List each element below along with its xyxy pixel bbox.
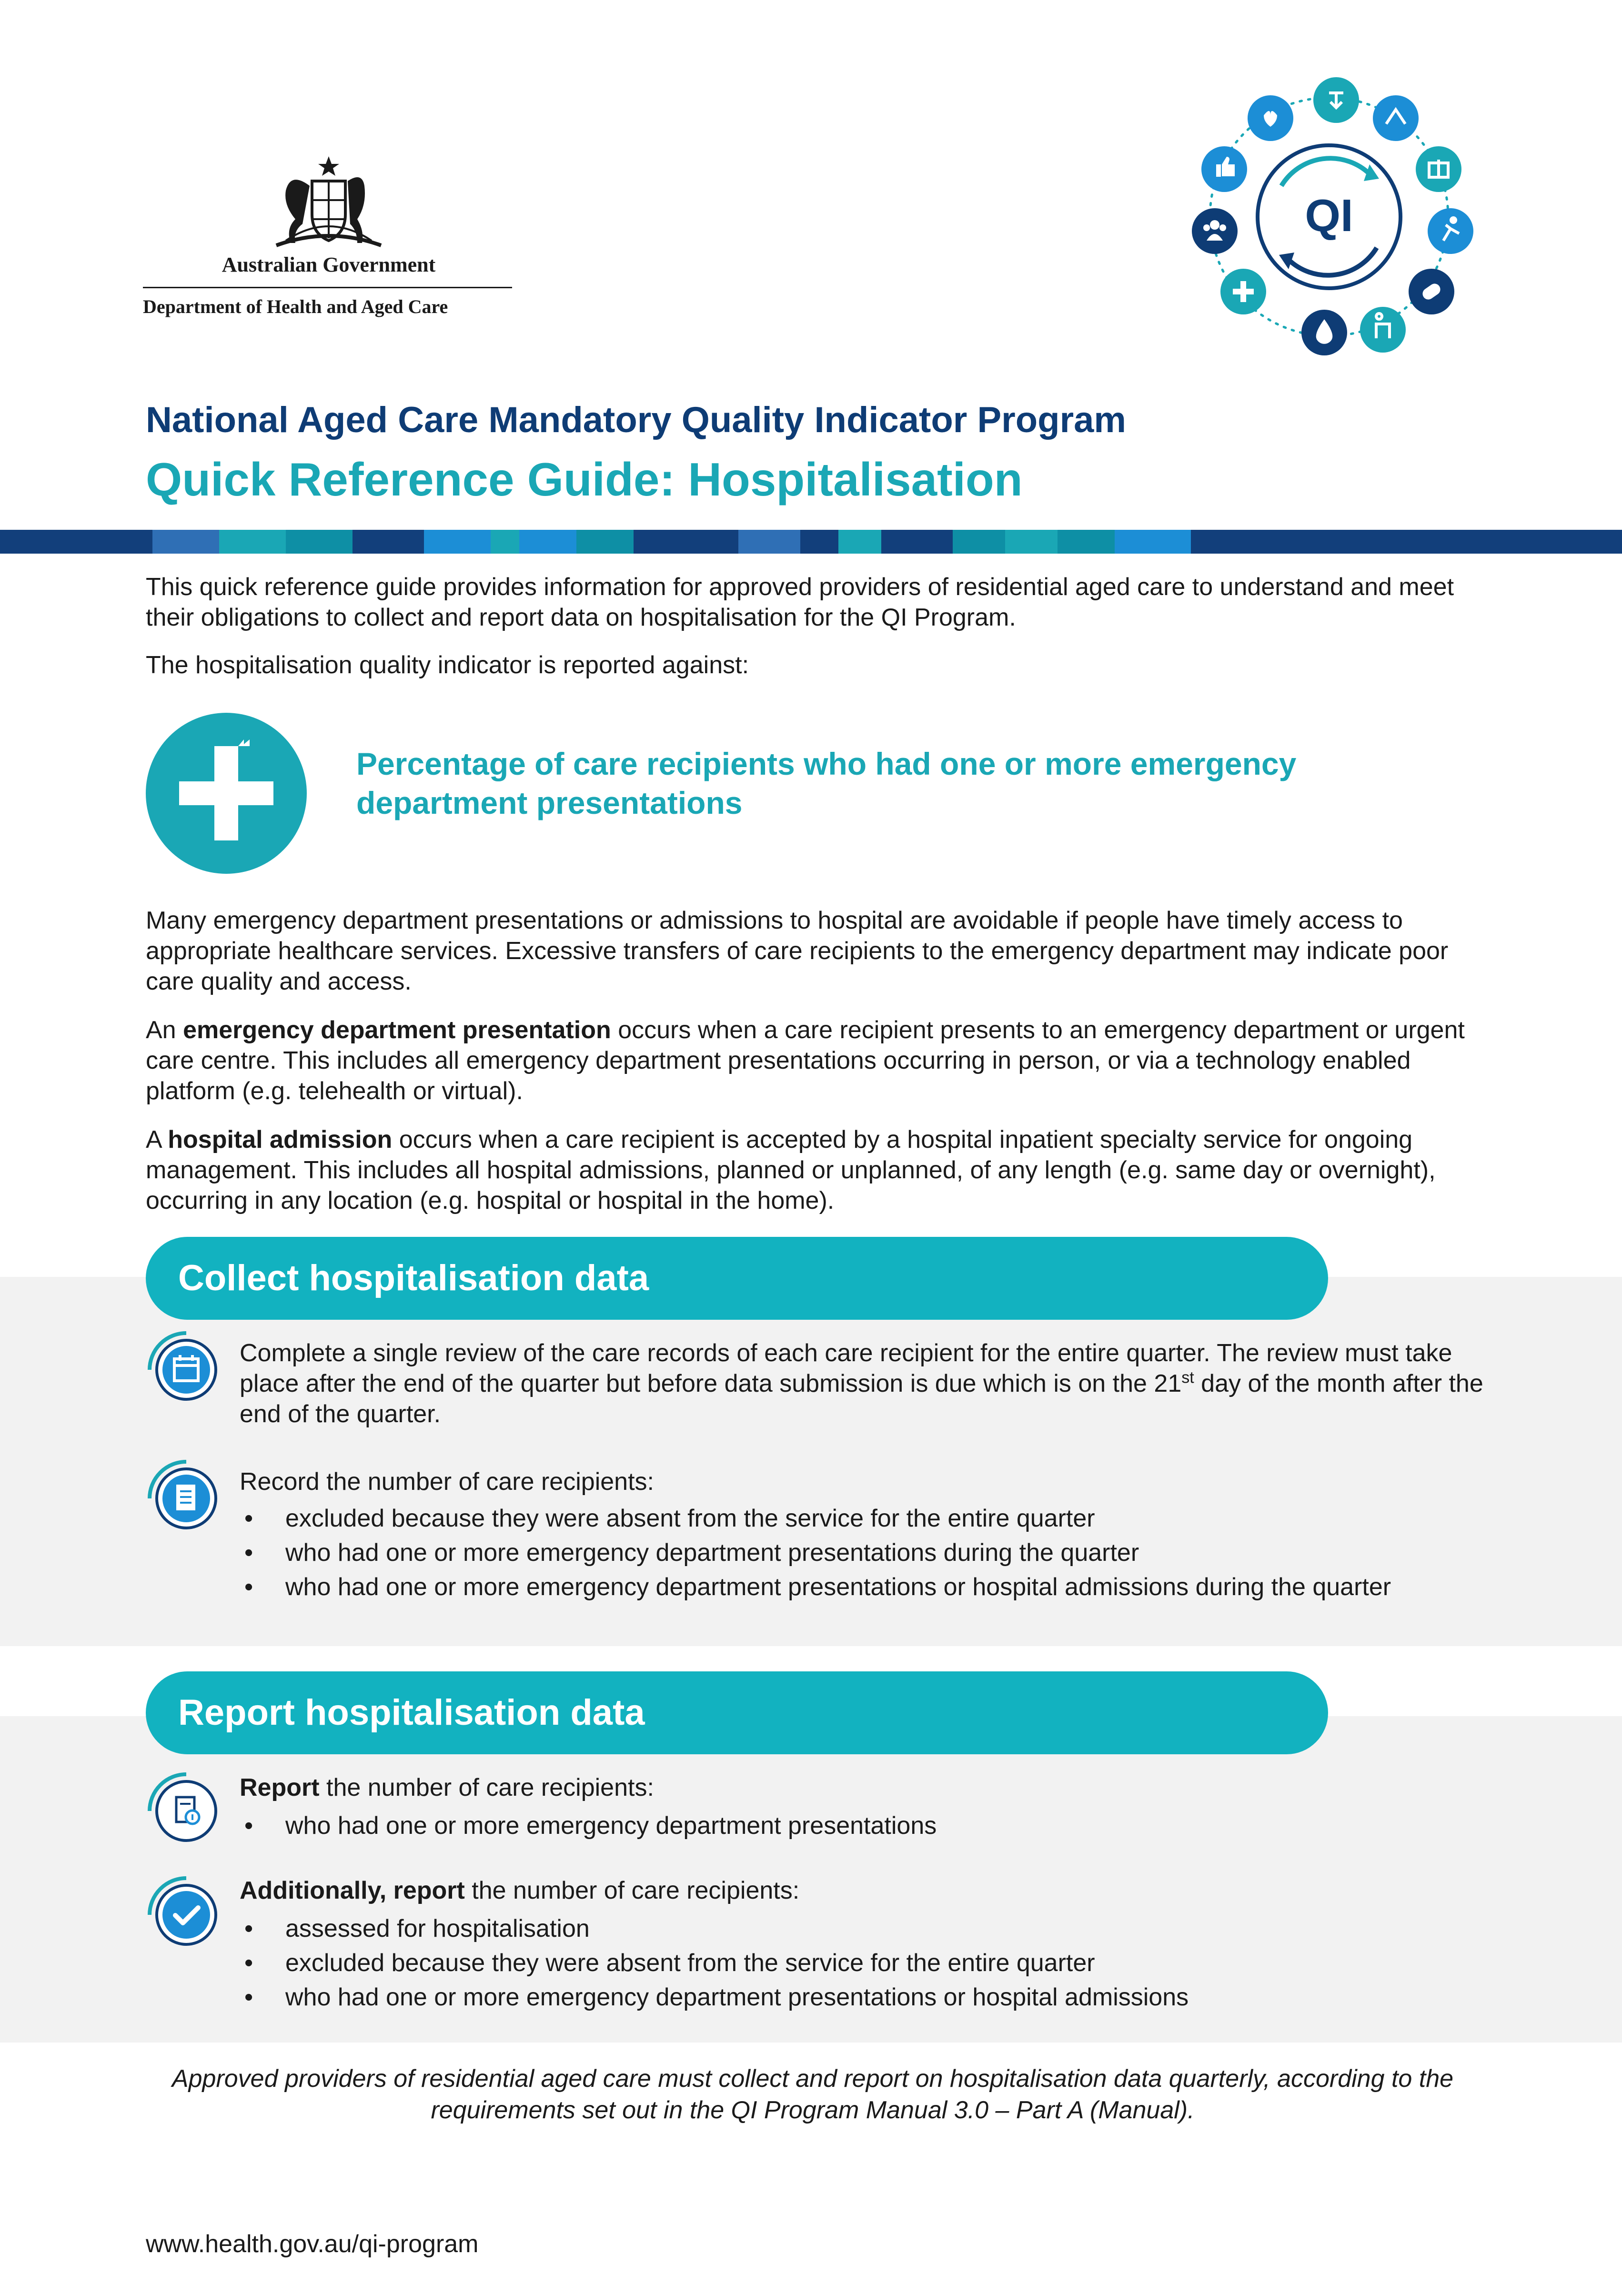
coat-of-arms-icon xyxy=(257,152,400,253)
wheel-icon-download xyxy=(1313,77,1359,123)
wheel-icon-fall xyxy=(1428,208,1473,254)
record-intro: Record the number of care recipients: xyxy=(240,1468,654,1496)
guide-title: Quick Reference Guide: Hospitalisation xyxy=(146,453,1023,506)
report-heading-banner xyxy=(146,1671,1328,1754)
report-heading: Report hospitalisation data xyxy=(178,1692,645,1733)
document-icon xyxy=(146,1458,227,1539)
ed-def-text: occurs when a care recipient presents to an emergency department or urgent care centre. This includes all emergency department presentations occurring in person, or via a technology enabled platform (e.g. telehealth or virtual). xyxy=(146,1016,1465,1105)
program-title: National Aged Care Mandatory Quality Indicator Program xyxy=(146,400,1127,440)
wheel-icon-heart-hands xyxy=(1248,95,1293,141)
avoidable-paragraph: Many emergency department presentations or admissions to hospital are avoidable if people have timely access to appropriate healthcare services. Excessive transfers of care recipients to the emergency department may indicate poor care quality and access. xyxy=(146,907,1449,995)
wheel-icon-thumbs-up xyxy=(1201,146,1247,192)
admission-def-term: hospital admission xyxy=(168,1126,393,1153)
medical-plus-icon xyxy=(146,713,307,874)
report-term: Report xyxy=(240,1774,320,1801)
wheel-icon-hands xyxy=(1373,95,1419,141)
wheel-icon-medical-plus xyxy=(1220,269,1266,314)
closing-note: Approved providers of residential aged care must collect and report on hospitalisation data quarterly, according to the requirements set out in the QI Program Manual 3.0 – Part A (Manual). xyxy=(171,2065,1454,2124)
additional-term: Additionally, report xyxy=(240,1877,465,1904)
report-intro xyxy=(240,1772,1488,1803)
review-instruction xyxy=(240,1338,1488,1429)
indicator-statement: Percentage of care recipients who had one or more emergency department presentations xyxy=(356,746,1297,820)
review-text-a: Complete a single review of the care records of each care recipient for the entire quarter. The review must take place after the end of the quarter but before data submission is due which is on the 21 xyxy=(240,1339,1452,1397)
collect-heading: Collect hospitalisation data xyxy=(178,1258,649,1298)
additional-report-list xyxy=(240,1913,1488,2016)
logo-divider xyxy=(143,287,512,288)
report-list xyxy=(240,1811,1488,1845)
qi-badge-text: QI xyxy=(1305,190,1353,241)
list-item: • who had one or more emergency department presentations during the quarter xyxy=(240,1537,1488,1568)
wheel-icon-people xyxy=(1192,208,1238,254)
checkmark-icon xyxy=(146,1874,227,1955)
qi-wheel-graphic xyxy=(1184,71,1474,362)
wheel-icon-walker xyxy=(1360,307,1406,353)
admission-def-text: occurs when a care recipient is accepted by a hospital inpatient specialty service for ongoing management. This includes all hospital admissions, planned or unplanned, of any length (e.g. same day or overnight), occurring in any location (e.g. hospital or hospital in the home). xyxy=(146,1126,1436,1214)
list-item: • assessed for hospitalisation xyxy=(240,1913,1488,1944)
review-text-b: day of the month after the end of the quarter. xyxy=(240,1370,1483,1428)
ed-def-prefix: An xyxy=(146,1016,183,1044)
list-item: • excluded because they were absent from the service for the entire quarter xyxy=(240,1503,1488,1534)
wheel-icon-pill xyxy=(1409,269,1454,314)
government-logo xyxy=(143,152,514,334)
list-item: • who had one or more emergency department presentations or hospital admissions during the quarter xyxy=(240,1572,1488,1602)
report-text: the number of care recipients: xyxy=(319,1774,654,1801)
calendar-icon xyxy=(146,1329,227,1410)
indicator-intro: The hospitalisation quality indicator is reported against: xyxy=(146,651,749,679)
list-item: • excluded because they were absent from the service for the entire quarter xyxy=(240,1948,1488,1978)
government-name: Australian Government xyxy=(222,253,436,276)
hospital-admission-definition xyxy=(146,1124,1480,1216)
department-name: Department of Health and Aged Care xyxy=(143,296,448,317)
footer-url-link[interactable]: www.health.gov.au/qi-program xyxy=(146,2230,479,2258)
collect-heading-banner xyxy=(146,1237,1328,1320)
additional-report-intro xyxy=(240,1875,1488,1906)
additional-text: the number of care recipients: xyxy=(464,1877,800,1904)
record-list xyxy=(240,1503,1488,1606)
report-document-icon xyxy=(146,1770,227,1851)
wheel-icon-gift xyxy=(1416,146,1461,192)
review-ordinal: st xyxy=(1181,1368,1194,1387)
header-stripe xyxy=(0,530,1622,554)
list-item: • who had one or more emergency department presentations xyxy=(240,1811,1488,1841)
ed-def-term: emergency department presentation xyxy=(183,1016,611,1044)
ed-presentation-definition xyxy=(146,1015,1480,1106)
intro-paragraph: This quick reference guide provides information for approved providers of residential aged care to understand and meet their obligations to collect and report data on hospitalisation for the QI Program. xyxy=(146,573,1454,631)
list-item: • who had one or more emergency department presentations or hospital admissions xyxy=(240,1982,1488,2013)
wheel-icon-drop xyxy=(1301,310,1347,355)
admission-def-prefix: A xyxy=(146,1126,168,1153)
